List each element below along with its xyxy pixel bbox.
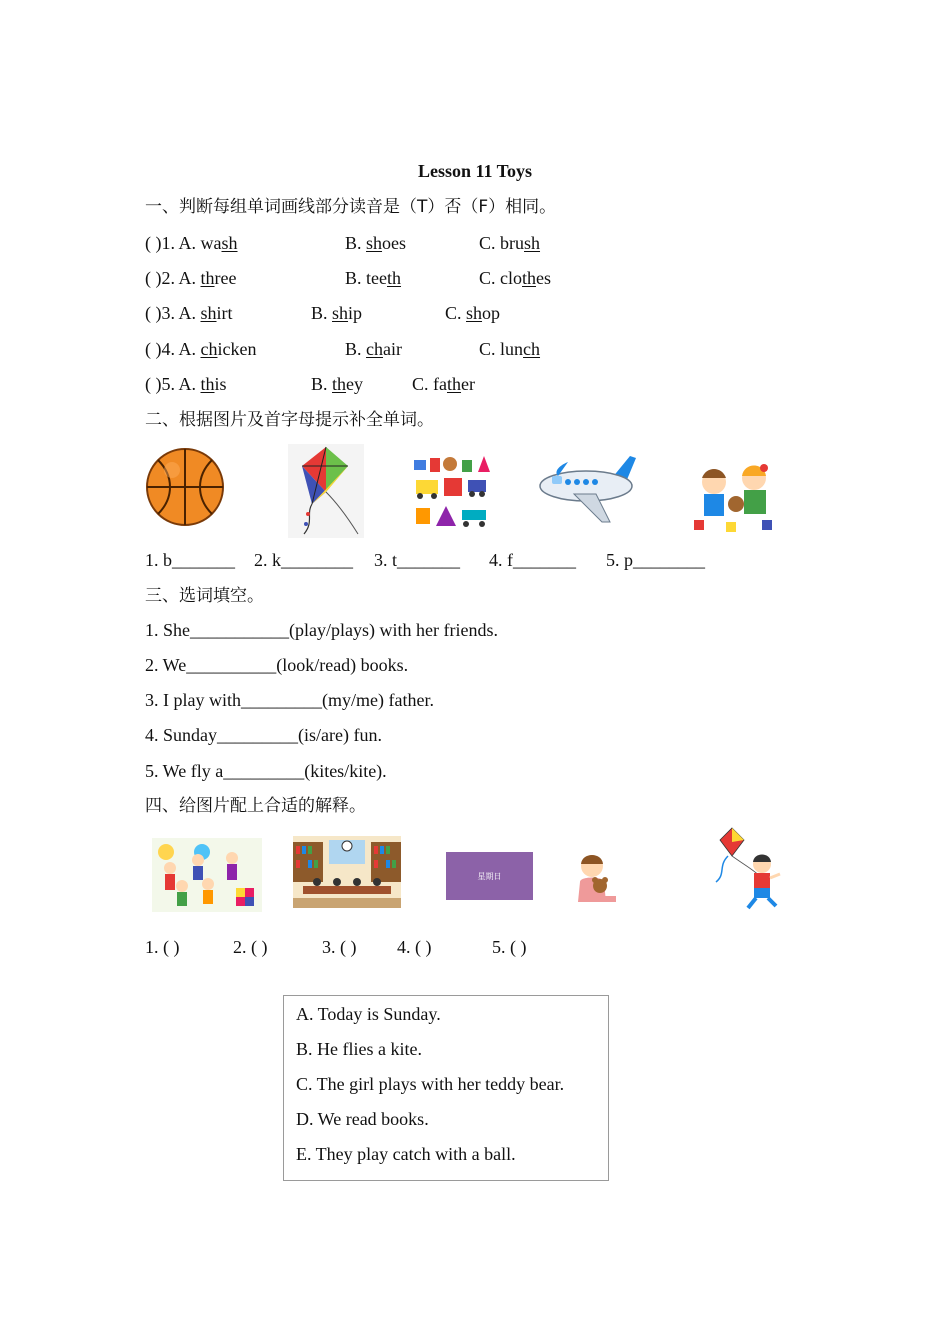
- underlined-letters: sh: [332, 303, 349, 323]
- match-blank[interactable]: 3. ( ): [322, 937, 357, 957]
- part1-row: [145, 337, 541, 361]
- option-item: D. We read books.: [296, 1109, 429, 1129]
- part1-row: [145, 372, 475, 396]
- section-1-heading: 一、判断每组单词画线部分读音是（T）否（F）相同。: [145, 197, 557, 217]
- options-box: [283, 995, 609, 1181]
- underlined-letters: th: [522, 268, 537, 288]
- match-blank[interactable]: 5. ( ): [492, 937, 527, 957]
- word-blank[interactable]: 5. p________: [606, 550, 705, 570]
- option-item: A. Today is Sunday.: [296, 1004, 441, 1024]
- underlined-letters: sh: [466, 303, 483, 323]
- question-text: irt: [216, 303, 233, 323]
- option-c: [479, 266, 551, 290]
- section-3-heading: 三、选词填空。: [145, 586, 264, 606]
- option-text: C. lun: [479, 339, 524, 359]
- option-text: es: [536, 268, 552, 288]
- part1-row: [145, 301, 501, 325]
- basketball-picture: [144, 446, 226, 528]
- underlined-letters: th: [332, 374, 347, 394]
- question-text: wa: [200, 233, 222, 253]
- toys-picture: [410, 454, 492, 534]
- section-2-heading: 二、根据图片及首字母提示补全单词。: [145, 410, 434, 430]
- underlined-letters: sh: [200, 303, 217, 323]
- option-item: B. He flies a kite.: [296, 1039, 422, 1059]
- part1-row: [145, 266, 552, 290]
- option-b: [345, 266, 401, 290]
- word-blank[interactable]: 3. t_______: [374, 550, 461, 570]
- kite-picture: [288, 444, 364, 538]
- underlined-letters: th: [200, 374, 215, 394]
- word-blank[interactable]: 1. b_______: [145, 550, 235, 570]
- option-item: E. They play catch with a ball.: [296, 1144, 516, 1164]
- option-text: er: [461, 374, 475, 394]
- reading-room-picture: [293, 836, 401, 908]
- fill-in-sentence[interactable]: 4. Sunday_________(is/are) fun.: [145, 725, 382, 745]
- underlined-letters: sh: [221, 233, 238, 253]
- option-text: B.: [345, 233, 367, 253]
- question-text: ree: [214, 268, 237, 288]
- option-text: ey: [346, 374, 364, 394]
- option-b: [345, 231, 406, 255]
- option-text: B.: [311, 303, 333, 323]
- option-text: B. tee: [345, 268, 387, 288]
- option-text: oes: [382, 233, 407, 253]
- underlined-letters: ch: [366, 339, 384, 359]
- page-title: Lesson 11 Toys: [417, 161, 533, 181]
- option-text: ip: [348, 303, 363, 323]
- word-blank[interactable]: 2. k________: [254, 550, 353, 570]
- word-blank[interactable]: 4. f_______: [489, 550, 576, 570]
- match-blank[interactable]: 2. ( ): [233, 937, 268, 957]
- option-text: air: [383, 339, 402, 359]
- question-text: ( )1. A.: [145, 233, 201, 253]
- fill-in-sentence[interactable]: 1. She___________(play/plays) with her friends.: [145, 620, 498, 640]
- part1-row: [145, 231, 541, 255]
- option-text: B.: [311, 374, 333, 394]
- option-text: op: [482, 303, 501, 323]
- playing-catch-picture: [152, 838, 262, 912]
- underlined-letters: th: [200, 268, 215, 288]
- option-c: [479, 231, 540, 255]
- underlined-letters: th: [447, 374, 462, 394]
- question-text: ( )4. A.: [145, 339, 201, 359]
- option-b: [345, 337, 402, 361]
- question-text: ( )3. A.: [145, 303, 201, 323]
- question-text: ( )5. A.: [145, 374, 201, 394]
- option-text: C. bru: [479, 233, 524, 253]
- option-text: C. clo: [479, 268, 522, 288]
- option-b: [311, 301, 362, 325]
- fill-in-sentence[interactable]: 5. We fly a_________(kites/kite).: [145, 761, 387, 781]
- option-c: [479, 337, 540, 361]
- question-text: is: [214, 374, 227, 394]
- option-text: C. fa: [412, 374, 447, 394]
- option-c: [445, 301, 500, 325]
- section-4-heading: 四、给图片配上合适的解释。: [145, 796, 366, 816]
- match-blank[interactable]: 4. ( ): [397, 937, 432, 957]
- sunday-card-picture: 星期日: [446, 852, 533, 900]
- underlined-letters: sh: [366, 233, 383, 253]
- girl-teddy-bear-picture: [574, 852, 618, 906]
- boy-flying-kite-picture: [710, 826, 784, 912]
- children-playing-picture: [692, 460, 778, 534]
- fill-in-sentence[interactable]: 3. I play with_________(my/me) father.: [145, 690, 434, 710]
- option-text: C.: [445, 303, 467, 323]
- option-item: C. The girl plays with her teddy bear.: [296, 1074, 565, 1094]
- underlined-letters: ch: [200, 339, 218, 359]
- airplane-picture: [538, 452, 638, 526]
- underlined-letters: th: [387, 268, 402, 288]
- match-blank[interactable]: 1. ( ): [145, 937, 180, 957]
- underlined-letters: sh: [524, 233, 541, 253]
- underlined-letters: ch: [523, 339, 541, 359]
- question-text: icken: [217, 339, 257, 359]
- option-text: B.: [345, 339, 367, 359]
- option-b: [311, 372, 363, 396]
- question-text: ( )2. A.: [145, 268, 201, 288]
- fill-in-sentence[interactable]: 2. We__________(look/read) books.: [145, 655, 409, 675]
- option-c: [412, 372, 475, 396]
